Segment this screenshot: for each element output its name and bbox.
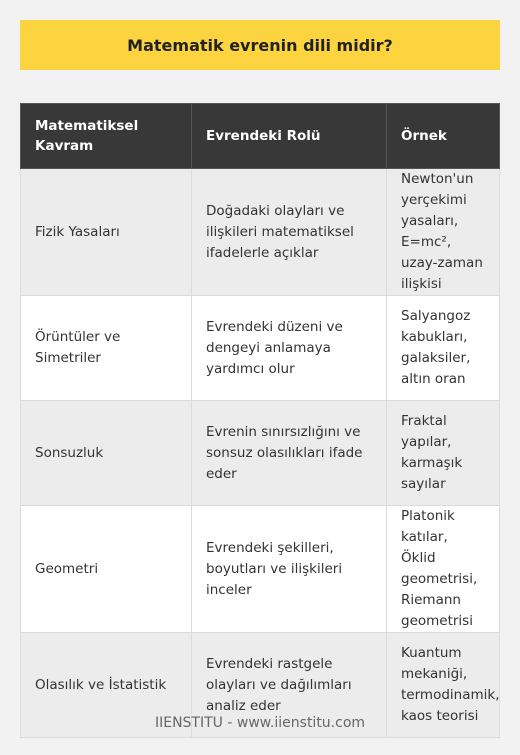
cell-role: Doğadaki olayları ve ilişkileri matematiksel ifadelerle açıklar xyxy=(192,169,387,296)
table-header-row xyxy=(21,104,500,169)
header-concept: Matematiksel Kavram xyxy=(21,104,192,169)
cell-role: Evrendeki şekilleri, boyutları ve ilişkileri inceler xyxy=(192,506,387,633)
table-row xyxy=(21,401,500,506)
cell-role: Evrendeki rastgele olayları ve dağılımları analiz eder xyxy=(192,633,387,738)
cell-example: Salyangoz kabukları, galaksiler, altın oran xyxy=(387,296,500,401)
cell-concept: Sonsuzluk xyxy=(21,401,192,506)
cell-example: Fraktal yapılar, karmaşık sayılar xyxy=(387,401,500,506)
header-role: Evrendeki Rolü xyxy=(192,104,387,169)
cell-concept: Geometri xyxy=(21,506,192,633)
cell-example: Platonik katılar, Öklid geometrisi, Riemann geometrisi xyxy=(387,506,500,633)
cell-role: Evrendeki düzeni ve dengeyi anlamaya yardımcı olur xyxy=(192,296,387,401)
cell-example: Newton'un yerçekimi yasaları, E=mc², uzay-zaman ilişkisi xyxy=(387,169,500,296)
table-row xyxy=(21,296,500,401)
cell-concept: Olasılık ve İstatistik xyxy=(21,633,192,738)
page-title: Matematik evrenin dili midir? xyxy=(20,20,500,70)
cell-role: Evrenin sınırsızlığını ve sonsuz olasılıkları ifade eder xyxy=(192,401,387,506)
header-example: Örnek xyxy=(387,104,500,169)
footer-credit: IIENSTITU - www.iienstitu.com xyxy=(154,715,366,731)
concepts-table xyxy=(20,103,500,738)
cell-concept: Örüntüler ve Simetriler xyxy=(21,296,192,401)
table-row xyxy=(21,169,500,296)
table-row xyxy=(21,506,500,633)
cell-example: Kuantum mekaniği, termodinamik, kaos teorisi xyxy=(387,633,500,738)
cell-concept: Fizik Yasaları xyxy=(21,169,192,296)
